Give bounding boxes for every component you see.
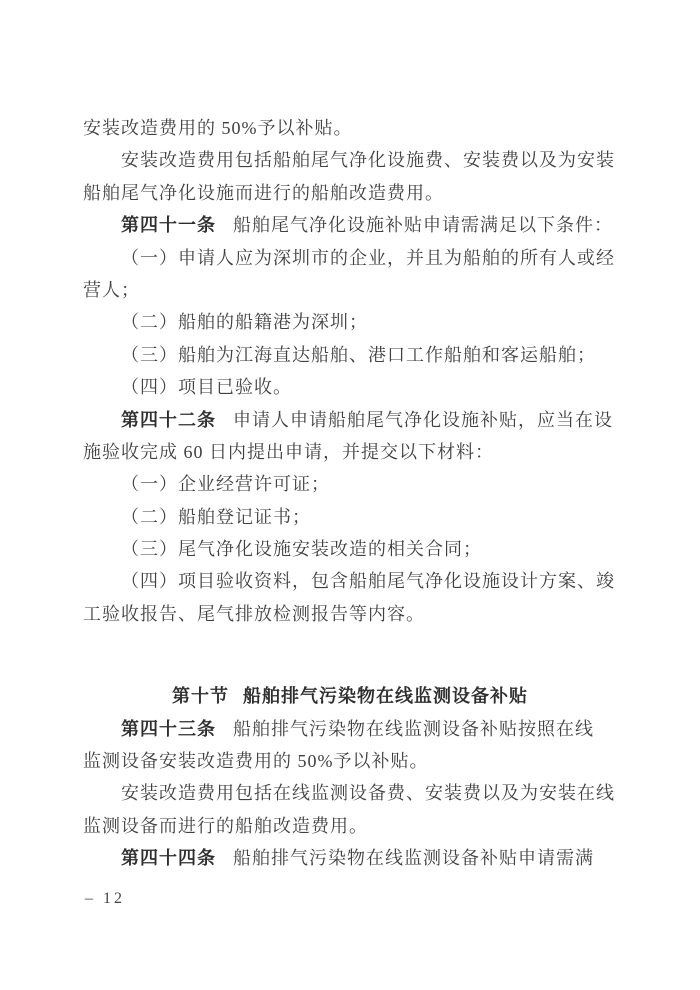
line-text: 船舶排气污染物在线监测设备补贴 bbox=[243, 686, 528, 707]
clause-number: 第十节 bbox=[172, 686, 229, 707]
line-text: （一）申请人应为深圳市的企业，并且为船舶的所有人或经 bbox=[121, 247, 615, 268]
clause-number: 第四十一条 bbox=[121, 215, 216, 236]
line-text: 监测设备安装改造费用的 50%予以补贴。 bbox=[83, 751, 429, 772]
clause-number: 第四十二条 bbox=[121, 409, 216, 430]
document-body bbox=[83, 112, 617, 875]
line-text: （二）船舶登记证书； bbox=[121, 506, 311, 527]
line-text: （四）项目已验收。 bbox=[121, 377, 292, 398]
line-text: 船舶尾气净化设施补贴申请需满足以下条件： bbox=[233, 215, 613, 236]
body-line bbox=[83, 306, 617, 338]
body-line bbox=[83, 112, 617, 144]
body-line bbox=[83, 242, 617, 274]
line-text: （一）企业经营许可证； bbox=[121, 474, 330, 495]
body-line bbox=[83, 745, 617, 777]
line-text: 船舶尾气净化设施而进行的船舶改造费用。 bbox=[83, 182, 444, 203]
page-number: – 12 bbox=[85, 890, 125, 907]
body-line bbox=[83, 565, 617, 597]
line-text: 安装改造费用包括在线监测设备费、安装费以及为安装在线 bbox=[121, 783, 615, 804]
body-line bbox=[83, 436, 617, 468]
section-heading bbox=[83, 680, 617, 712]
body-line bbox=[83, 177, 617, 209]
line-text: 安装改造费用的 50%予以补贴。 bbox=[83, 118, 353, 138]
clause-number: 第四十三条 bbox=[121, 718, 216, 739]
line-text: 施验收完成 60 日内提出申请，并提交以下材料： bbox=[83, 441, 494, 462]
body-line bbox=[83, 144, 617, 176]
line-text: 工验收报告、尾气排放检测报告等内容。 bbox=[83, 603, 425, 624]
article-clause-line bbox=[83, 209, 617, 241]
line-text: 监测设备而进行的船舶改造费用。 bbox=[83, 815, 368, 836]
line-text: 营人； bbox=[83, 279, 140, 300]
article-clause-line bbox=[83, 842, 617, 874]
body-line bbox=[83, 339, 617, 371]
body-line bbox=[83, 598, 617, 630]
clause-number: 第四十四条 bbox=[121, 848, 216, 869]
body-line bbox=[83, 501, 617, 533]
body-line bbox=[83, 533, 617, 565]
line-text: 船舶排气污染物在线监测设备补贴申请需满 bbox=[233, 848, 594, 869]
line-text: （二）船舶的船籍港为深圳； bbox=[121, 312, 368, 333]
article-clause-line bbox=[83, 713, 617, 745]
body-line bbox=[83, 810, 617, 842]
line-text: 船舶排气污染物在线监测设备补贴按照在线 bbox=[233, 718, 594, 739]
line-text: 申请人申请船舶尾气净化设施补贴，应当在设 bbox=[233, 409, 613, 430]
line-text: 安装改造费用包括船舶尾气净化设施费、安装费以及为安装 bbox=[121, 150, 615, 171]
article-clause-line bbox=[83, 404, 617, 436]
body-line bbox=[83, 274, 617, 306]
body-line bbox=[83, 777, 617, 809]
line-text: （三）尾气净化设施安装改造的相关合同； bbox=[121, 539, 482, 560]
line-text: （三）船舶为江海直达船舶、港口工作船舶和客运船舶； bbox=[121, 344, 596, 365]
body-line bbox=[83, 468, 617, 500]
body-line bbox=[83, 371, 617, 403]
line-text: （四）项目验收资料，包含船舶尾气净化设施设计方案、竣 bbox=[121, 571, 615, 592]
